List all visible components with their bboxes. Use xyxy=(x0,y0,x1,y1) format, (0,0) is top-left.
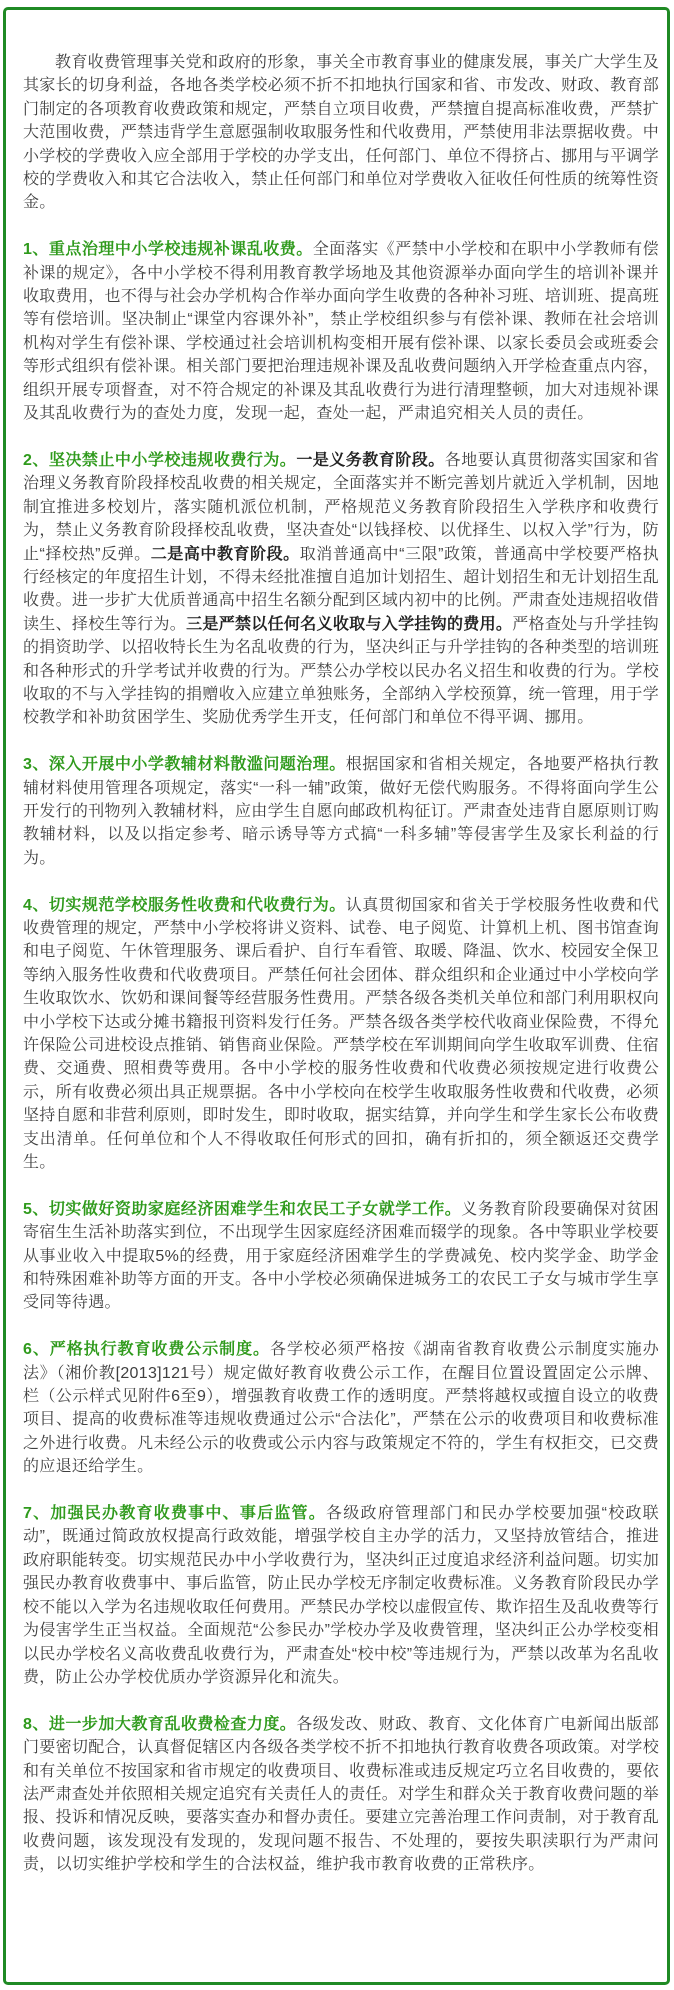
section-3 xyxy=(23,753,659,870)
section-title: 5、切实做好资助家庭经济困难学生和农民工子女就学工作。 xyxy=(23,1200,462,1218)
sub-heading: 三是严禁以任何名义收取与入学挂钩的费用。 xyxy=(186,615,513,633)
section-5 xyxy=(23,1198,659,1315)
section-4 xyxy=(23,894,659,1175)
section-body: 各级发改、财政、教育、文化体育广电新闻出版部门要密切配合，认真督促辖区内各级各类学校不折不扣地执行教育收费各项政策。对学校和有关单位不按国家和省市规定的收费项目、收费标准或违反规定巧立名目收费的，要依法严肃查处并依照相关规定追究有关责任人的责任。对学生和群众关于教育收费问题的举报、投诉和情况反映，要落实查办和督办责任。要建立完善治理工作问责制，对于教育乱收费问题，该发现没有发现的，发现问题不报告、不处理的，要按失职渎职行为严肃问责，以切实维护学校和学生的合法权益，维护我市教育收费的正常秩序。 xyxy=(23,1715,659,1874)
section-body: 各学校必须严格按《湖南省教育收费公示制度实施办法》（湘价教[2013]121号）规定做好教育收费公示工作，在醒目位置设置固定公示牌、栏（公示样式见附件6至9），增强教育收费工作的透明度。严禁将越权或擅自设立的收费项目、提高的收费标准等违规收费通过公示“合法化”，严禁在公示的收费项目和收费标准之外进行收费。凡未经公示的收费或公示内容与政策规定不符的，学生有权拒交，已交费的应退还给学生。 xyxy=(23,1341,660,1476)
section-body: 各地要认真贯彻落实国家和省治理义务教育阶段择校乱收费的相关规定，全面落实并不断完善划片就近入学机制，因地制宜推进多校划片，落实随机派位机制，严格规范义务教育阶段招生入学秩序和收费行为，禁止义务教育阶段择校乱收费，坚决查处“以钱择校、以优择生、以权入学”行为，防止“择校热”反弹。 xyxy=(23,451,659,563)
sub-heading: 二是高中教育阶段。 xyxy=(150,545,300,563)
intro-paragraph: 教育收费管理事关党和政府的形象，事关全市教育事业的健康发展，事关广大学生及其家长的切身利益，各地各类学校必须不折不扣地执行国家和省、市发改、财政、教育部门制定的各项教育收费政策和规定，严禁自立项目收费，严禁擅自提高标准收费，严禁扩大范围收费，严禁违背学生意愿强制收取服务性和代收费用，严禁使用非法票据收费。中小学校的学费收入应全部用于学校的办学支出，任何部门、单位不得挤占、挪用与平调学校的学费收入和其它合法收入，禁止任何部门和单位对学费收入征收任何性质的统筹性资金。 xyxy=(23,54,659,212)
section-8 xyxy=(23,1713,659,1877)
section-6 xyxy=(23,1338,659,1478)
section-title: 4、切实规范学校服务性收费和代收费行为。 xyxy=(23,896,346,914)
section-7 xyxy=(23,1502,659,1689)
article-content xyxy=(23,51,659,1900)
section-title: 8、进一步加大教育乱收费检查力度。 xyxy=(23,1715,297,1733)
section-title: 7、加强民办教育收费事中、事后监管。 xyxy=(23,1505,327,1523)
section-title: 6、严格执行教育收费公示制度。 xyxy=(23,1341,271,1359)
section-body: 全面落实《严禁中小学校和在职中小学教师有偿补课的规定》，各中小学校不得利用教育教学场地及其他资源举办面向学生的培训补课并收取费用，也不得与社会办学机构合作举办面向学生收费的各种补习班、培训班、提高班等有偿培训。坚决制止“课堂内容课外补”，禁止学校组织参与有偿补课、教师在社会培训机构对学生有偿补课、学校通过社会培训机构变相开展有偿补课、以家长委员会或班委会等形式组织有偿补课。相关部门要把治理违规补课及乱收费问题纳入开学检查重点内容，组织开展专项督查，对不符合规定的补课及其乱收费行为进行清理整顿，加大对违规补课及其乱收费行为的查处力度，发现一起，查处一起，严肃追究相关人员的责任。 xyxy=(23,241,659,423)
section-body: 义务教育阶段要确保对贫困寄宿生生活补助落实到位，不出现学生因家庭经济困难而辍学的现象。各中等职业学校要从事业收入中提取5%的经费，用于家庭经济困难学生的学费减免、校内奖学金、助学金和特殊困难补助等方面的开支。各中小学校必须确保进城务工的农民工子女与城市学生享受同等待遇。 xyxy=(23,1200,660,1312)
section-body: 严格查处与升学挂钩的捐资助学、以招收特长生为名乱收费的行为，坚决纠正与升学挂钩的各种类型的培训班和各种形式的升学考试并收费的行为。严禁公办学校以民办名义招生和收费的行为。学校收取的不与入学挂钩的捐赠收入应建立单独账务，全部纳入学校预算，统一管理，用于学校教学和补助贫困学生、奖励优秀学生开支，任何部门和单位不得平调、挪用。 xyxy=(23,615,659,727)
section-title: 1、重点治理中小学校违规补课乱收费。 xyxy=(23,241,313,259)
section-title: 3、深入开展中小学教辅材料散滥问题治理。 xyxy=(23,756,346,774)
sub-heading: 一是义务教育阶段。 xyxy=(296,451,445,469)
section-body: 认真贯彻国家和省关于学校服务性收费和代收费管理的规定，严禁中小学校将讲义资料、试卷、电子阅览、计算机上机、图书馆查询和电子阅览、午休管理服务、课后看护、自行车看管、取暖、降温、饮水、校园安全保卫等纳入服务性收费和代收费项目。严禁任何社会团体、群众组织和企业通过中小学校向学生收取饮水、饮奶和课间餐等经营服务性费用。严禁各级各类机关单位和部门利用职权向中小学校下达或分摊书籍报刊资料发行任务。严禁各级各类学校代收商业保险费，不得允许保险公司进校设点推销、销售商业保险。严禁学校在军训期间向学生收取军训费、住宿费、交通费、照相费等费用。各中小学校的服务性收费和代收费必须按规定进行收费公示，所有收费必须出具正规票据。各中小学校向在校学生收取服务性收费和代收费，必须坚持自愿和非营利原则，即时发生，即时收取，据实结算，并向学生和学生家长公布收费支出清单。任何单位和个人不得收取任何形式的回扣，确有折扣的，须全额返还交费学生。 xyxy=(23,896,659,1172)
section-title: 2、坚决禁止中小学校违规收费行为。 xyxy=(23,451,297,469)
section-2 xyxy=(23,449,659,730)
article-frame xyxy=(3,7,670,1985)
section-body: 各级政府管理部门和民办学校要加强“校政联动”，既通过简政放权提高行政效能，增强学校自主办学的活力，又坚持放管结合，推进政府职能转变。切实规范民办中小学收费行为，坚决纠正过度追求经济利益问题。切实加强民办教育收费事中、事后监管，防止民办学校无序制定收费标准。义务教育阶段民办学校不能以入学为名违规收取任何费用。严禁民办学校以虚假宣传、欺诈招生及乱收费等行为侵害学生正当权益。全面规范“公参民办”学校办学及收费管理，坚决纠正公办学校变相以民办学校名义高收费乱收费行为，严肃查处“校中校”等违规行为，严禁以改革为名乱收费，防止公办学校优质办学资源异化和流失。 xyxy=(23,1505,659,1686)
section-1 xyxy=(23,238,659,425)
section-body: 取消普通高中“三限”政策，普通高中学校要严格执行经核定的年度招生计划，不得未经批准擅自追加计划招生、超计划招生和无计划招生乱收费。进一步扩大优质普通高中招生名额分配到区域内初中的比例。严肃查处违规招收借读生、择校生等行为。 xyxy=(23,545,660,633)
section-body: 根据国家和省相关规定，各地要严格执行教辅材料使用管理各项规定，落实“一科一辅”政策，做好无偿代购服务。不得将面向学生公开发行的刊物列入教辅材料，应由学生自愿向邮政机构征订。严肃查处违背自愿原则订购教辅材料，以及以指定参考、暗示诱导等方式搞“一科多辅”等侵害学生及家长利益的行为。 xyxy=(23,756,659,867)
